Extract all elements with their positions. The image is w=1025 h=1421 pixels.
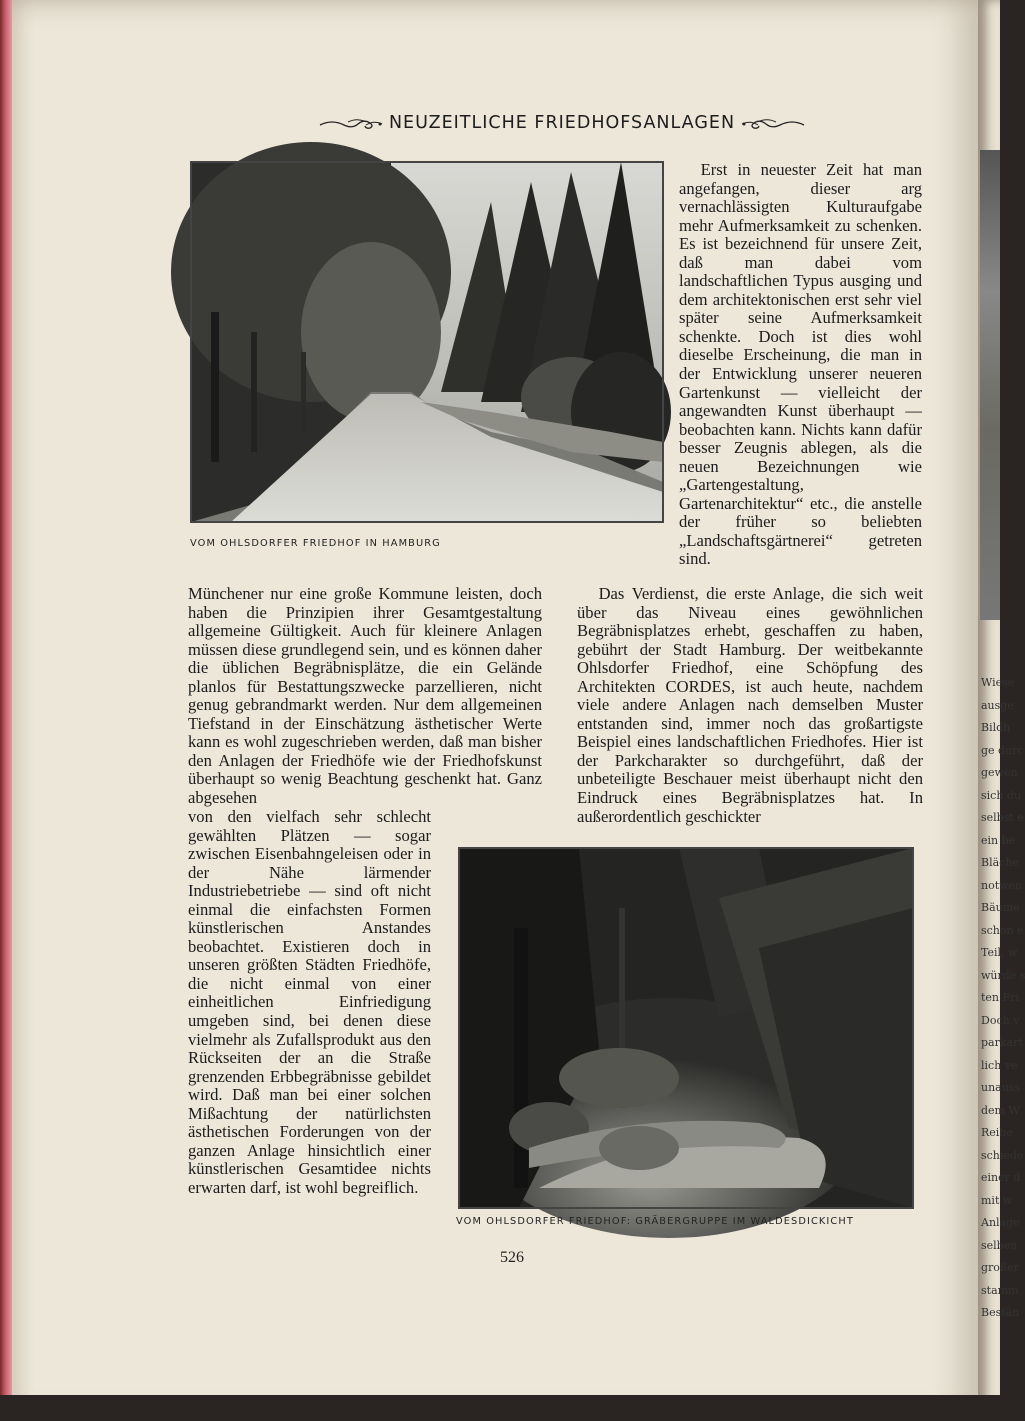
figure-caption-2: VOM OHLSDORFER FRIEDHOF: GRÄBERGRUPPE IM WALDESDICKICHT — [456, 1216, 854, 1227]
scan-background — [0, 1395, 1000, 1421]
ornament-right-icon — [740, 116, 806, 132]
page-title: NEUZEITLICHE FRIEDHOFSANLAGEN — [388, 113, 736, 133]
paragraph-right-middle: Das Verdienst, die erste Anlage, die sich weit über das Niveau eines gewöhnlichen Begräbnisplatzes erhebt, geschaffen zu haben, gebührt der Stadt Hamburg. Der weitbekannte Ohlsdorfer Friedhof, eine Schöpfung des Architekten CORDES, ist auch heute, nachdem viele andere Anlagen nach demselben Muster entstanden sind, immer noch das großartigste Beispiel eines landschaftlichen Friedhofes. Hier ist der Parkcharakter so durchgeführt, daß der unbeteiligte Beschauer meist überhaupt nicht den Eindruck eines Begräbnisplatzes hat. In außerordentlich geschickter — [577, 584, 923, 826]
ornament-left-icon — [318, 116, 384, 132]
paragraph-left-middle: Münchener nur eine große Kommune leisten, doch haben die Prinzipien ihrer Gesamtgestaltung allgemeine Gültigkeit. Auch für kleinere Anlagen müssen diese grundlegend sein, und es können daher die üblichen Begräbnisplätze, die ein Gelände planlos für Bestattungszwecke parzellieren, nicht genug gebrandmarkt werden. Nur dem allgemeinen Tiefstand in der Einschätzung ästhetischer Werte kann es wohl zugeschrieben werden, daß man bisher den Anlagen der Friedhöfe wie der Friedhofskunst überhaupt so wenig Beachtung geschenkt hat. Ganz abgesehen — [188, 584, 542, 808]
next-page-text-fragments: Wiese ausge Bildh ge durc gewen sich du selbst e ein be Bläche notwen Bäume schon e Teil, w würde s ten Fri Doch v parkart lich ve unauss dem W Reihe schiede einer d mit w Anlage selben großer stamm Bestän — [981, 676, 1025, 1319]
paragraph-left-bottom: von den vielfach sehr schlecht gewählten Plätzen — sogar zwischen Eisenbahngeleisen oder in der Nähe lärmender Industriebetriebe — sind oft nicht einmal die einfachsten Formen künstlerischen Anstandes beobachtet. Existieren doch in unseren größten Städten Friedhöfe, die nicht einmal von einer einheitlichen Einfriedigung umgeben sind, bei denen diese vielmehr als Zufallsprodukt aus den Rückseiten der an die Straße grenzenden Erbbegräbnisse gebildet wird. Daß man bei einer solchen Mißachtung der natürlichsten ästhetischen Forderungen von der ganzen Anlage hinsichtlich einer künstlerischen Gesamtidee nichts erwarten darf, ist wohl begreiflich. — [188, 807, 431, 1197]
photo-ohlsdorf-alley — [190, 161, 664, 523]
paragraph-right-top: Erst in neuester Zeit hat man angefangen, dieser arg vernachlässigten Kulturaufgabe mehr Aufmerksamkeit zu schenken. Es ist bezeichnend für unsere Zeit, daß man dabei vom landschaftlichen Typus ausging und dem architektonischen erst sehr viel später seine Aufmerksamkeit schenkte. Doch ist dies wohl dieselbe Erscheinung, die man in der Entwicklung unserer neueren Gartenkunst — vielleicht der angewandten Kunst überhaupt — beobachten kann. Nichts kann dafür besser Zeugnis ablegen, als die neuen Bezeichnungen wie „Gartengestaltung, Gartenarchitektur“ etc., die anstelle der früher so beliebten „Landschaftsgärtnerei“ getreten sind. — [679, 160, 922, 569]
next-page-photo-edge — [980, 150, 1000, 620]
running-head — [292, 113, 832, 143]
photo-waldesdickicht — [458, 847, 914, 1209]
book-page — [12, 0, 980, 1421]
next-page-edge — [978, 0, 1025, 1421]
figure-caption-1: VOM OHLSDORFER FRIEDHOF IN HAMBURG — [190, 538, 441, 549]
page-number: 526 — [500, 1249, 524, 1266]
